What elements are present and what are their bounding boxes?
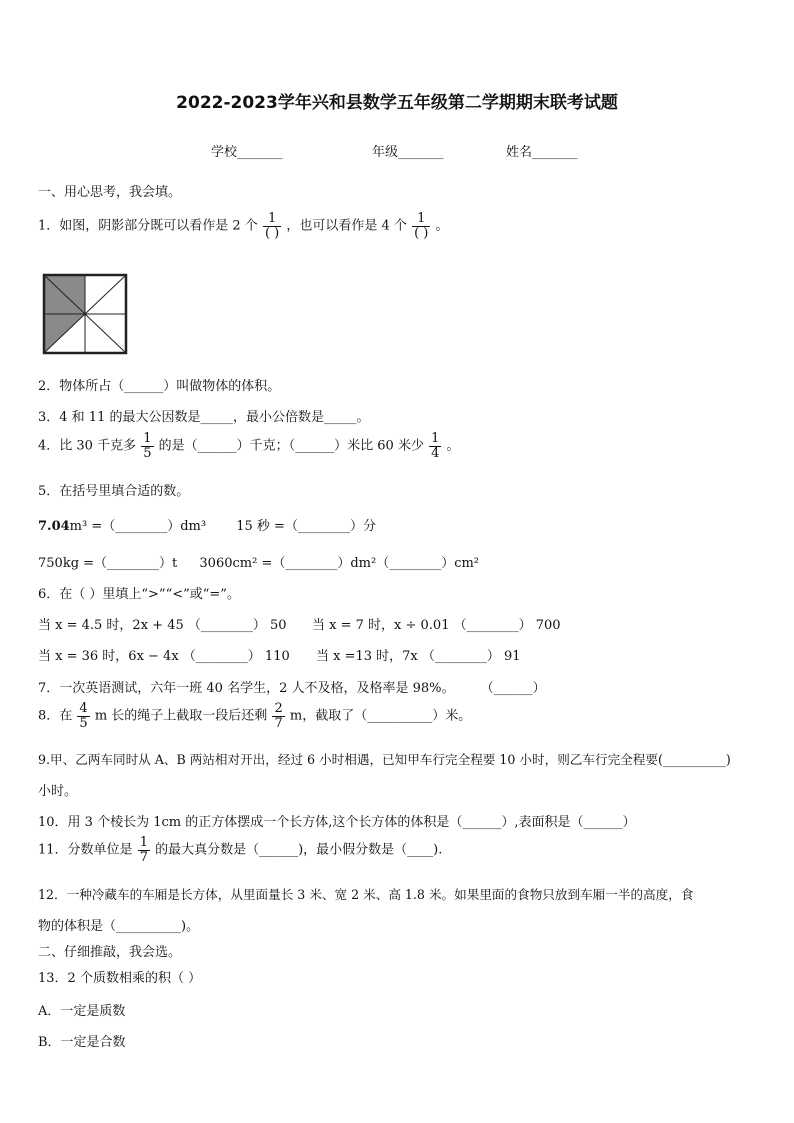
q8-frac2-den: 7 <box>274 715 283 731</box>
question-7 <box>38 677 546 696</box>
q11-text-b: 的最大真分数是（______)，最小假分数是（____). <box>155 842 443 858</box>
q1-text-b: ，也可以看作是 4 个 <box>286 218 407 234</box>
section-heading-2: 二、仔细推敲，我会选。 <box>38 945 182 960</box>
q5b-first: 750kg =（________）t <box>38 556 178 571</box>
question-11 <box>38 836 442 864</box>
q8-text-a: 8．在 <box>38 708 73 724</box>
q8-fraction-1 <box>77 702 89 730</box>
q13-option-b: B．一定是合数 <box>38 1035 126 1050</box>
q8-frac1-num: 4 <box>79 701 88 716</box>
q4-frac2-den: 4 <box>431 445 440 461</box>
q8-fraction-2 <box>272 702 284 730</box>
q11-frac-num: 1 <box>139 835 148 850</box>
q7-blank: （______） <box>480 681 546 696</box>
q8-frac2-num: 2 <box>274 701 283 716</box>
question-2: 2．物体所占（______）叫做物体的体积。 <box>38 379 281 394</box>
page-title: 2022-2023学年兴和县数学五年级第二学期期末联考试题 <box>176 93 618 113</box>
section-heading-1: 一、用心思考，我会填。 <box>38 185 182 200</box>
q6b-left: 当 x = 36 时，6x − 4x （________） 110 <box>38 649 290 664</box>
grade-field: 年级_______ <box>372 145 444 160</box>
q1-frac1-num: 1 <box>263 212 281 227</box>
q5a-unit: m³ =（________）dm³ <box>69 519 207 534</box>
question-6-row-2-right <box>316 645 521 664</box>
q1-fraction-1 <box>263 212 281 240</box>
q6a-left: 当 x = 4.5 时，2x + 45 （________） 50 <box>38 618 287 633</box>
question-6-row-2 <box>38 645 290 664</box>
question-5: 5．在括号里填合适的数。 <box>38 484 190 499</box>
q1-frac2-num: 1 <box>412 212 430 227</box>
q5a-second: 15 秒 =（________）分 <box>236 519 376 534</box>
question-6-row-1-right <box>312 614 561 633</box>
q13-option-a: A．一定是质数 <box>38 1004 126 1019</box>
q4-frac1-num: 1 <box>143 431 152 446</box>
q1-frac2-den: ( ) <box>414 225 429 241</box>
question-12-line-2: 物的体积是（__________)。 <box>38 919 200 934</box>
question-1 <box>38 212 449 240</box>
question-9-line-2: 小时。 <box>38 784 78 799</box>
q6b-right: 当 x =13 时，7x （________） 91 <box>316 649 521 664</box>
q11-text-a: 11．分数单位是 <box>38 842 133 858</box>
q4-text-c: 。 <box>446 438 460 454</box>
q1-frac1-den: ( ) <box>264 225 280 241</box>
shaded-square-figure <box>42 273 128 355</box>
q8-frac1-den: 5 <box>79 715 88 731</box>
q4-fraction-2 <box>429 432 441 460</box>
q4-text-a: 4．比 30 千克多 <box>38 438 137 454</box>
q4-text-b: 的是（______）千克；（______）米比 60 米少 <box>158 438 424 454</box>
q6a-right: 当 x = 7 时，x ÷ 0.01 （________） 700 <box>312 618 561 633</box>
question-8 <box>38 702 471 730</box>
question-6: 6．在（ ）里填上“>”“<”或“=”。 <box>38 587 240 602</box>
q5a-value: 7.04 <box>38 519 70 534</box>
q7-text: 7．一次英语测试，六年一班 40 名学生，2 人不及格，及格率是 98%。 <box>38 681 455 696</box>
q5b-second: 3060cm² =（________）dm²（________）cm² <box>199 556 480 571</box>
q4-fraction-1 <box>141 432 153 460</box>
question-6-row-1 <box>38 614 287 633</box>
q1-fraction-2 <box>412 212 430 240</box>
q4-frac1-den: 5 <box>143 445 152 461</box>
q4-frac2-num: 1 <box>431 431 440 446</box>
q8-text-c: m，截取了（__________）米。 <box>289 708 472 724</box>
question-4 <box>38 432 460 460</box>
question-3: 3．4 和 11 的最大公因数是_____，最小公倍数是_____。 <box>38 410 370 425</box>
name-field: 姓名_______ <box>506 145 578 160</box>
question-5-row-2 <box>38 552 479 571</box>
q11-frac-den: 7 <box>139 849 148 865</box>
question-10: 10．用 3 个棱长为 1cm 的正方体摆成一个长方体,这个长方体的体积是（______）,表面积是（______） <box>38 815 636 830</box>
q1-text-c: 。 <box>435 218 449 234</box>
question-13: 13．2 个质数相乘的积（ ） <box>38 971 202 986</box>
q8-text-b: m 长的绳子上截取一段后还剩 <box>94 708 268 724</box>
q11-fraction <box>138 836 150 864</box>
question-5-row-1 <box>38 515 376 534</box>
q1-text-a: 1．如图，阴影部分既可以看作是 2 个 <box>38 218 258 234</box>
school-field: 学校_______ <box>211 145 283 160</box>
question-12-line-1: 12．一种冷藏车的车厢是长方体，从里面量长 3 米、宽 2 米、高 1.8 米。如果里面的食物只放到车厢一半的高度，食 <box>38 887 694 902</box>
question-9-line-1: 9.甲、乙两车同时从 A、B 两站相对开出，经过 6 小时相遇，已知甲车行完全程要 10 小时，则乙车行完全程要(__________) <box>38 752 731 767</box>
